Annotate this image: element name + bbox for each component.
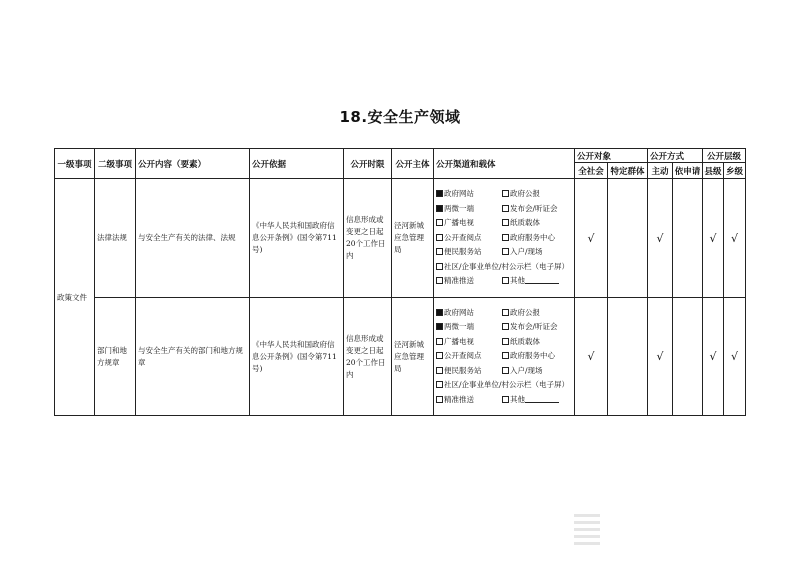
- channel-label: 其他: [510, 394, 525, 404]
- channel-option: [436, 274, 500, 289]
- channel-label: 发布会/听证会: [510, 322, 558, 332]
- level2-cell: 法律法规: [95, 179, 136, 298]
- checkbox-icon: [436, 381, 443, 388]
- fill-in-blank: [525, 275, 559, 284]
- channel-label: 便民服务站: [444, 365, 482, 375]
- channel-label: 入户/现场: [510, 365, 543, 375]
- channel-label: 社区/企事业单位/村公示栏（电子屏）: [444, 261, 570, 271]
- channel-label: 两微一端: [444, 322, 474, 332]
- check-target-specific: [608, 298, 648, 416]
- channel-option: [436, 378, 572, 393]
- header-time: 公开时限: [344, 149, 392, 179]
- checkbox-icon: [436, 277, 443, 284]
- channel-list: [436, 187, 572, 289]
- checkbox-icon: [436, 352, 443, 359]
- checkbox-icon: [502, 367, 509, 374]
- checked-box-icon: [436, 190, 443, 197]
- channels-cell: [434, 179, 575, 298]
- channel-label: 社区/企事业单位/村公示栏（电子屏）: [444, 380, 570, 390]
- header-content: 公开内容（要素）: [136, 149, 250, 179]
- channel-label: 其他: [510, 276, 525, 286]
- channel-label: 广播电视: [444, 336, 474, 346]
- fill-in-blank: [525, 394, 559, 403]
- content-cell: 与安全生产有关的部门和地方规章: [136, 298, 250, 416]
- channel-option: [436, 320, 500, 335]
- check-level-town: √: [724, 179, 746, 298]
- check-method-apply: [673, 298, 703, 416]
- channel-label: 纸质载体: [510, 336, 540, 346]
- header-target-specific: 特定群体: [608, 163, 648, 179]
- channel-option: [502, 274, 572, 289]
- channel-option: [436, 245, 500, 260]
- checkbox-icon: [502, 396, 509, 403]
- channel-option: [436, 231, 500, 246]
- checkbox-icon: [502, 190, 509, 197]
- channel-option: [436, 306, 500, 321]
- check-method-active: √: [648, 298, 673, 416]
- check-target-all: √: [575, 179, 608, 298]
- channel-option: [502, 320, 572, 335]
- header-level2: 二级事项: [95, 149, 136, 179]
- faint-seal-mark: [572, 510, 602, 550]
- header-target-all: 全社会: [575, 163, 608, 179]
- time-cell: 信息形成或变更之日起20个工作日内: [344, 179, 392, 298]
- channel-option: [502, 393, 572, 408]
- channel-option: [436, 202, 500, 217]
- channel-option: [436, 393, 500, 408]
- channel-label: 政府服务中心: [510, 351, 555, 361]
- channel-label: 入户/现场: [510, 247, 543, 257]
- channel-label: 精准推送: [444, 394, 474, 404]
- header-target: 公开对象: [575, 149, 648, 163]
- content-cell: 与安全生产有关的法律、法规: [136, 179, 250, 298]
- checkbox-icon: [502, 248, 509, 255]
- channel-label: 政府服务中心: [510, 232, 555, 242]
- check-target-specific: [608, 179, 648, 298]
- checkbox-icon: [502, 338, 509, 345]
- channel-label: 公开查阅点: [444, 351, 482, 361]
- header-method-active: 主动: [648, 163, 673, 179]
- header-level-town: 乡级: [724, 163, 746, 179]
- channel-option: [502, 216, 572, 231]
- channel-option: [502, 202, 572, 217]
- channel-option: [436, 260, 572, 275]
- checkbox-icon: [436, 234, 443, 241]
- checkbox-icon: [436, 367, 443, 374]
- header-basis: 公开依据: [250, 149, 344, 179]
- header-level1: 一级事项: [55, 149, 95, 179]
- time-cell: 信息形成或变更之日起20个工作日内: [344, 298, 392, 416]
- channels-cell: [434, 298, 575, 416]
- level1-cell: 政策文件: [55, 179, 95, 416]
- checkbox-icon: [502, 205, 509, 212]
- checkbox-icon: [502, 234, 509, 241]
- subject-cell: 泾河新城应急管理局: [392, 179, 434, 298]
- channel-option: [436, 335, 500, 350]
- channel-label: 两微一端: [444, 203, 474, 213]
- channel-label: 政府公报: [510, 189, 540, 199]
- basis-cell: 《中华人民共和国政府信息公开条例》(国令第711号): [250, 298, 344, 416]
- channel-option: [436, 216, 500, 231]
- header-subject: 公开主体: [392, 149, 434, 179]
- disclosure-table: [54, 148, 746, 416]
- channel-list: [436, 306, 572, 408]
- page-title: 18.安全生产领域: [339, 108, 461, 126]
- checkbox-icon: [502, 323, 509, 330]
- channel-option: [436, 349, 500, 364]
- table-row: [55, 298, 746, 416]
- check-method-active: √: [648, 179, 673, 298]
- checked-box-icon: [436, 309, 443, 316]
- checkbox-icon: [436, 248, 443, 255]
- channel-option: [502, 306, 572, 321]
- checkbox-icon: [502, 352, 509, 359]
- channel-option: [502, 245, 572, 260]
- channel-label: 政府公报: [510, 307, 540, 317]
- channel-label: 公开查阅点: [444, 232, 482, 242]
- channel-label: 纸质载体: [510, 218, 540, 228]
- checkbox-icon: [502, 309, 509, 316]
- header-method: 公开方式: [648, 149, 703, 163]
- channel-label: 精准推送: [444, 276, 474, 286]
- check-level-county: √: [703, 179, 724, 298]
- channel-option: [502, 187, 572, 202]
- channel-label: 便民服务站: [444, 247, 482, 257]
- check-target-all: √: [575, 298, 608, 416]
- checkbox-icon: [436, 396, 443, 403]
- channel-option: [502, 364, 572, 379]
- header-level-county: 县级: [703, 163, 724, 179]
- channel-option: [502, 231, 572, 246]
- channel-label: 发布会/听证会: [510, 203, 558, 213]
- check-level-county: √: [703, 298, 724, 416]
- header-method-apply: 依申请: [673, 163, 703, 179]
- check-method-apply: [673, 179, 703, 298]
- channel-option: [436, 364, 500, 379]
- table-row: [55, 179, 746, 298]
- checkbox-icon: [436, 263, 443, 270]
- channel-label: 广播电视: [444, 218, 474, 228]
- channel-option: [502, 335, 572, 350]
- channel-option: [436, 187, 500, 202]
- checkbox-icon: [502, 219, 509, 226]
- subject-cell: 泾河新城应急管理局: [392, 298, 434, 416]
- basis-cell: 《中华人民共和国政府信息公开条例》(国令第711号): [250, 179, 344, 298]
- checked-box-icon: [436, 205, 443, 212]
- level2-cell: 部门和地方规章: [95, 298, 136, 416]
- header-channels: 公开渠道和载体: [434, 149, 575, 179]
- checkbox-icon: [436, 219, 443, 226]
- channel-option: [502, 349, 572, 364]
- checkbox-icon: [502, 277, 509, 284]
- checkbox-icon: [436, 338, 443, 345]
- checked-box-icon: [436, 323, 443, 330]
- channel-label: 政府网站: [444, 307, 474, 317]
- header-level: 公开层级: [703, 149, 746, 163]
- channel-label: 政府网站: [444, 189, 474, 199]
- check-level-town: √: [724, 298, 746, 416]
